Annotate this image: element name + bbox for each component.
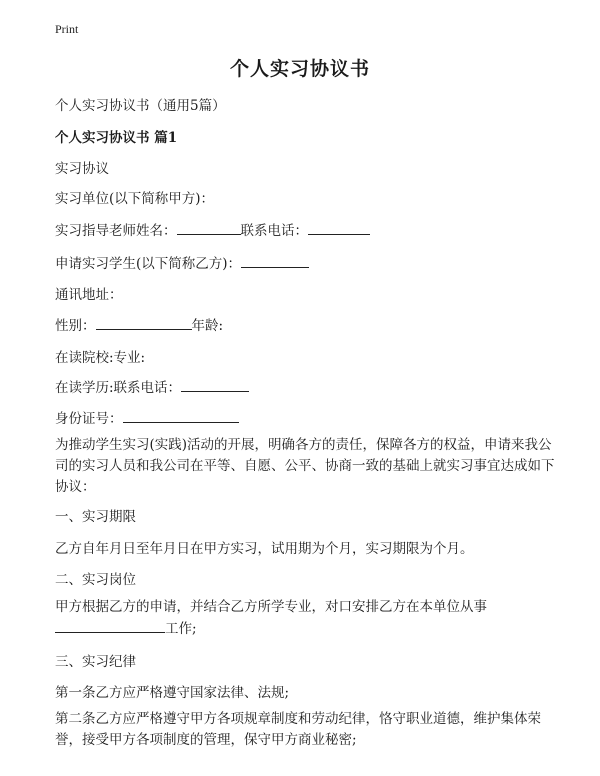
field-student-label: 申请实习学生(以下简称乙方)： <box>55 256 242 272</box>
gender-blank <box>96 315 192 330</box>
field-address: 通讯地址： <box>55 287 123 303</box>
teacher-name-blank <box>177 220 241 235</box>
contact-phone-blank <box>308 220 370 235</box>
clause-discipline-heading: 三、实习纪律 <box>55 654 136 670</box>
section-heading: 个人实习协议书 篇1 <box>55 130 178 146</box>
position-blank <box>55 618 165 633</box>
agreement-label: 实习协议 <box>55 161 109 177</box>
field-unit: 实习单位(以下简称甲方)： <box>55 191 215 207</box>
position-text-start: 甲方根据乙方的申请，并结合乙方所学专业，对口安排乙方在本单位从事 <box>55 599 487 615</box>
field-gender-row <box>55 314 223 334</box>
field-id-label: 身份证号： <box>55 411 123 427</box>
field-teacher-name-label: 实习指导老师姓名： <box>55 223 177 239</box>
clause-article-1: 第一条乙方应严格遵守国家法律、法规; <box>55 685 290 701</box>
document-title: 个人实习协议书 <box>229 58 370 80</box>
field-gender-label: 性别： <box>55 318 96 334</box>
intro-paragraph: 为推动学生实习(实践)活动的开展，明确各方的责任，保障各方的权益，申请来我公司的实习人员和我公司在平等、自愿、公平、协商一致的基础上就实习事宜达成如下协议： <box>55 437 555 495</box>
student-blank <box>241 253 309 268</box>
clause-period-text: 乙方自年月日至年月日在甲方实习，试用期为个月，实习期限为个月。 <box>55 541 474 557</box>
clause-period-heading: 一、实习期限 <box>55 509 136 525</box>
education-phone-blank <box>181 377 249 392</box>
clause-position-text <box>55 597 555 640</box>
clause-article-2: 第二条乙方应严格遵守甲方各项规章制度和劳动纪律，恪守职业道德，维护集体荣誉，接受甲方各项制度的管理，保守甲方商业秘密; <box>55 711 541 748</box>
field-student-row <box>55 252 309 272</box>
field-age-label: 年龄: <box>191 318 224 334</box>
field-contact-phone-label: 联系电话： <box>240 223 308 239</box>
document-subtitle: 个人实习协议书（通用5篇） <box>55 98 226 114</box>
id-number-blank <box>123 408 239 423</box>
position-text-end: 工作; <box>165 621 197 637</box>
field-education-label: 在读学历:联系电话： <box>55 380 182 396</box>
print-link[interactable]: Print <box>55 22 79 36</box>
field-education-row <box>55 376 249 396</box>
field-school-major: 在读院校:专业: <box>55 350 146 366</box>
clause-position-heading: 二、实习岗位 <box>55 572 136 588</box>
field-id-row <box>55 407 239 427</box>
field-teacher-row <box>55 219 370 239</box>
